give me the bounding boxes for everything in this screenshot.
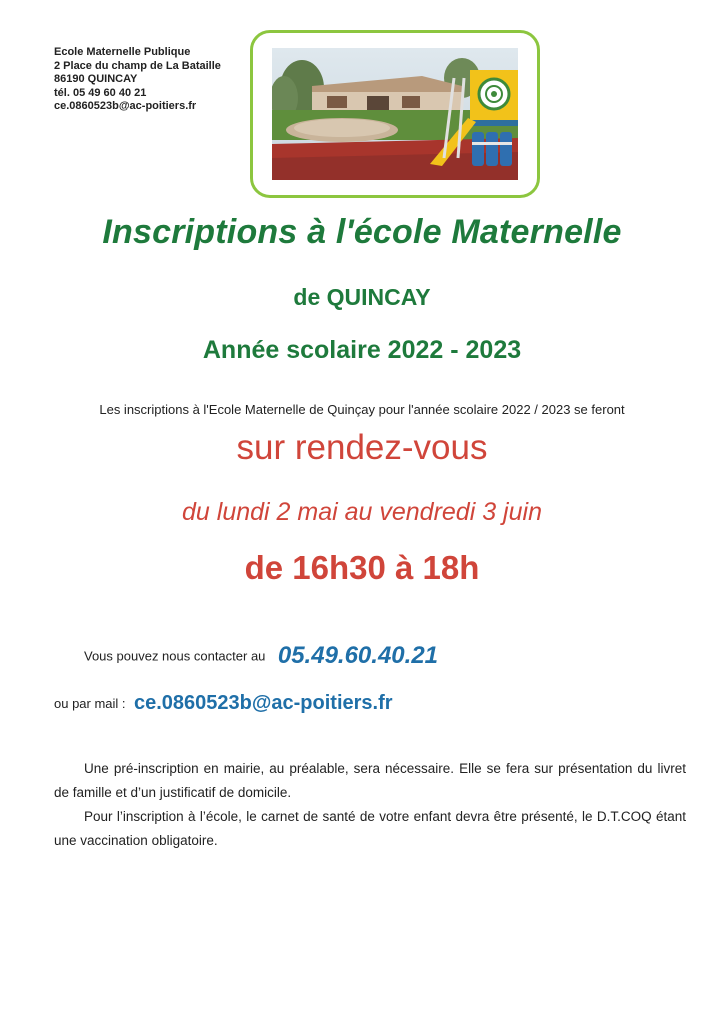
school-address-block xyxy=(54,46,221,114)
intro-text: Les inscriptions à l'Ecole Maternelle de Quinçay pour l'année scolaire 2022 / 2023 se feront xyxy=(99,402,625,417)
phone-label: Vous pouvez nous contacter au xyxy=(84,648,266,664)
school-email: ce.0860523b@ac-poitiers.fr xyxy=(54,100,197,112)
appointment-mode: sur rendez-vous xyxy=(236,428,488,467)
pre-registration-paragraph: Une pré-inscription en mairie, au préalable, sera nécessaire. Elle se fera sur présentation du livret de famille et d’un justificatif de domicile. xyxy=(54,761,686,800)
school-photo-frame xyxy=(250,30,540,198)
mail-label: ou par mail : xyxy=(54,696,126,711)
school-year-subtitle: Année scolaire 2022 - 2023 xyxy=(202,336,522,364)
page-title: Inscriptions à l'école Maternelle xyxy=(102,213,622,251)
contact-email-link[interactable]: ce.0860523b@ac-poitiers.fr xyxy=(134,692,393,714)
town-subtitle: de QUINCAY xyxy=(293,284,431,310)
instructions-body xyxy=(54,757,686,853)
school-street: 2 Place du champ de La Bataille xyxy=(54,59,221,72)
health-record-paragraph: Pour l’inscription à l’école, le carnet de santé de votre enfant devra être présenté, le D.T.COQ étant une vaccination obligatoire. xyxy=(54,809,686,848)
school-phone: tél. 05 49 60 40 21 xyxy=(54,86,147,99)
contact-phone-number[interactable]: 05.49.60.40.21 xyxy=(277,642,439,669)
school-name: Ecole Maternelle Publique xyxy=(54,46,191,58)
mail-contact-line xyxy=(54,692,393,715)
registration-dates: du lundi 2 mai au vendredi 3 juin xyxy=(182,498,542,526)
school-playground-photo xyxy=(272,48,518,180)
registration-hours: de 16h30 à 18h xyxy=(244,549,480,586)
phone-contact-line xyxy=(84,642,438,670)
school-city: 86190 QUINCAY xyxy=(54,73,138,85)
